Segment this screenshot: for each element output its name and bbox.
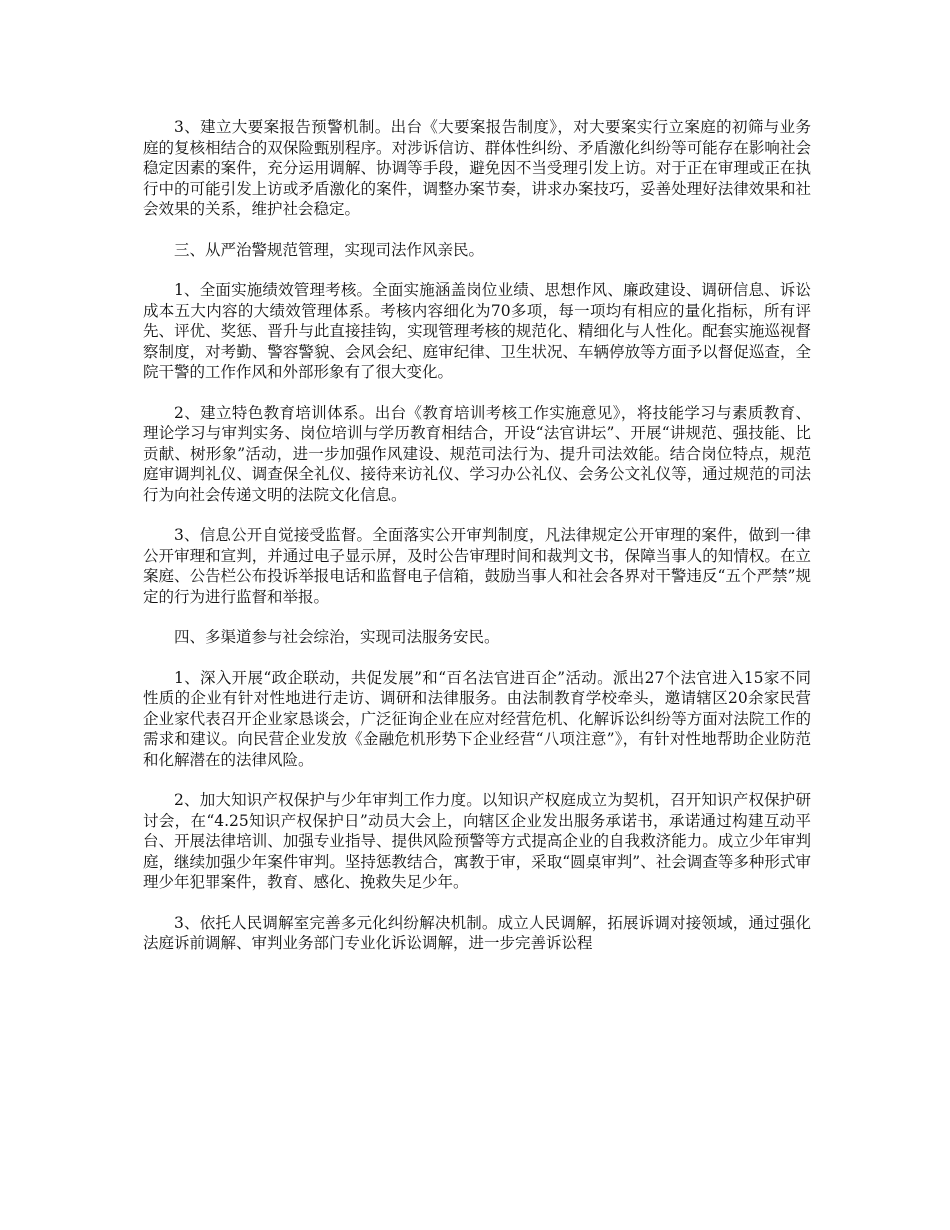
paragraph-performance-assessment: 1、全面实施绩效管理考核。全面实施涵盖岗位业绩、思想作风、廉政建设、调研信息、诉讼成本五大内容的大绩效管理体系。考核内容细化为70多项，每一项均有相应的量化指标，所有评先、评优、奖惩、晋升与此直接挂钩，实现管理考核的规范化、精细化与人性化。配套实施巡视督察制度，对考勤、警容警貌、会风会纪、庭审纪律、卫生状况、车辆停放等方面予以督促巡查，全院干警的工作作风和外部形象有了很大变化。 xyxy=(143,281,811,381)
section-heading-three: 三、从严治警规范管理，实现司法作风亲民。 xyxy=(174,240,485,259)
paragraph-education-training: 2、建立特色教育培训体系。出台《教育培训考核工作实施意见》，将技能学习与素质教育、理论学习与审判实务、岗位培训与学历教育相结合，开设“法官讲坛”、开展“讲规范、强技能、比贡献、树形象”活动，进一步加强作风建设、规范司法行为、提升司法效能。结合岗位特点，规范庭审调判礼仪、调查保全礼仪、接待来访礼仪、学习办公礼仪、会务公文礼仪等，通过规范的司法行为向社会传递文明的法院文化信息。 xyxy=(143,403,811,504)
paragraph-ip-juvenile-trials: 2、加大知识产权保护与少年审判工作力度。以知识产权庭成立为契机，召开知识产权保护研讨会，在“4.25知识产权保护日”动员大会上，向辖区企业发出服务承诺书，承诺通过构建互动平台、开展法律培训、加强专业指导、提供风险预警等方式提高企业的自我救济能力。成立少年审判庭，继续加强少年案件审判。坚持惩教结合，寓教于审，采取“圆桌审判”、社会调查等多种形式审理少年犯罪案件，教育、感化、挽救失足少年。 xyxy=(143,791,811,891)
document-page xyxy=(143,117,811,974)
paragraph-mediation-mechanism: 3、依托人民调解室完善多元化纠纷解决机制。成立人民调解，拓展诉调对接领域，通过强化法庭诉前调解、审判业务部门专业化诉讼调解，进一步完善诉讼程 xyxy=(143,913,811,952)
paragraph-information-disclosure: 3、信息公开自觉接受监督。全面落实公开审判制度，凡法律规定公开审理的案件，做到一律公开审理和宣判，并通过电子显示屏，及时公告审理时间和裁判文书，保障当事人的知情权。在立案庭、公告栏公布投诉举报电话和监督电子信箱，鼓励当事人和社会各界对干警违反“五个严禁”规定的行为进行监督和举报。 xyxy=(143,526,811,606)
section-heading-four: 四、多渠道参与社会综治，实现司法服务安民。 xyxy=(174,628,500,646)
paragraph-government-enterprise-linkage: 1、深入开展“政企联动，共促发展”和“百名法官进百企”活动。派出27个法官进入15家不同性质的企业有针对性地进行走访、调研和法律服务。由法制教育学校牵头，邀请辖区20余家民营企业家代表召开企业家恳谈会，广泛征询企业在应对经营危机、化解诉讼纠纷等方面对法院工作的需求和建议。向民营企业发放《金融危机形势下企业经营“八项注意”》，有针对性地帮助企业防范和化解潜在的法律风险。 xyxy=(143,668,811,769)
paragraph-major-case-reporting: 3、建立大要案报告预警机制。出台《大要案报告制度》，对大要案实行立案庭的初筛与业务庭的复核相结合的双保险甄别程序。对涉诉信访、群体性纠纷、矛盾激化纠纷等可能存在影响社会稳定因素的案件，充分运用调解、协调等手段，避免因不当受理引发上访。对于正在审理或正在执行中的可能引发上访或矛盾激化的案件，调整办案节奏，讲求办案技巧，妥善处理好法律效果和社会效果的关系，维护社会稳定。 xyxy=(143,118,811,218)
